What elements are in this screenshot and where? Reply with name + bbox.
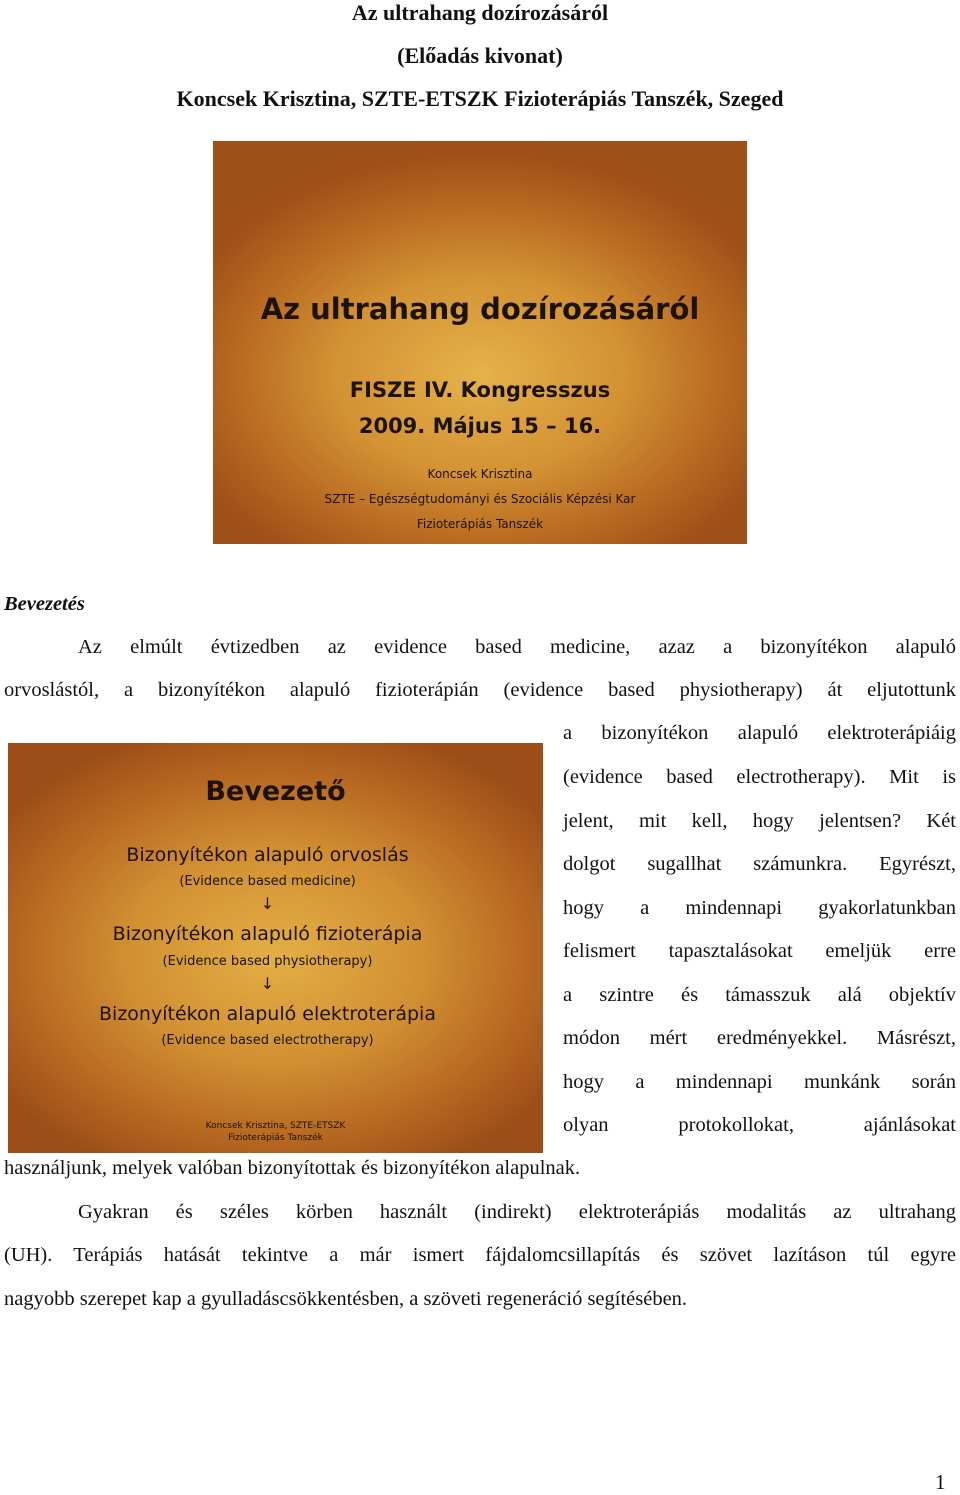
paragraph-line: dolgot sugallhat számunkra. Egyrészt, <box>563 853 956 875</box>
slide2-item-medicine: Bizonyítékon alapuló orvoslás <box>126 844 409 866</box>
slide-date: 2009. Május 15 – 16. <box>358 414 602 438</box>
slide-department: Fizioterápiás Tanszék <box>416 517 544 531</box>
slide2-item-physiotherapy-sub: (Evidence based physiotherapy) <box>162 954 373 969</box>
slide2-item-physiotherapy: Bizonyítékon alapuló fizioterápia <box>112 923 423 945</box>
slide-title: Az ultrahang dozírozásáról <box>260 292 700 326</box>
slide2-item-electrotherapy-sub: (Evidence based electrotherapy) <box>161 1033 374 1048</box>
paragraph-line: orvoslástól, a bizonyítékon alapuló fizioterápián (evidence based physiotherapy) át eljutottunk <box>4 679 956 701</box>
title-slide-image <box>213 141 747 544</box>
slide-author: Koncsek Krisztina <box>427 467 533 481</box>
author-line: Koncsek Krisztina, SZTE-ETSZK Fizioterápiás Tanszék, Szeged <box>176 86 784 111</box>
arrow-down-icon: ↓ <box>260 974 275 993</box>
paragraph-line: felismert tapasztalásokat emeljük erre <box>563 940 956 962</box>
paragraph-line: nagyobb szerepet kap a gyulladáscsökkentésben, a szöveti regeneráció segítésében. <box>4 1288 688 1310</box>
paragraph-line: Gyakran és széles körben használt (indirekt) elektroterápiás modalitás az ultrahang <box>78 1201 956 1223</box>
paragraph-line: olyan protokollokat, ajánlásokat <box>563 1114 956 1136</box>
paragraph-line: (UH). Terápiás hatását tekintve a már ismert fájdalomcsillapítás és szövet lazításon túl egyre <box>4 1244 956 1266</box>
paragraph-line: hogy a mindennapi munkánk során <box>563 1071 956 1093</box>
slide2-credit: Koncsek Krisztina, SZTE-ETSZK <box>205 1121 346 1131</box>
document-title: Az ultrahang dozírozásáról <box>351 0 609 25</box>
arrow-down-icon: ↓ <box>260 894 275 913</box>
paragraph-line: Az elmúlt évtizedben az evidence based medicine, azaz a bizonyítékon alapuló <box>78 636 956 658</box>
paragraph-line: a bizonyítékon alapuló elektroterápiáig <box>563 722 956 744</box>
slide2-item-medicine-sub: (Evidence based medicine) <box>179 874 356 889</box>
paragraph-line: jelent, mit kell, hogy jelentsen? Két <box>563 810 956 832</box>
paragraph-line: hogy a mindennapi gyakorlatunkban <box>563 897 956 919</box>
slide-congress: FISZE IV. Kongresszus <box>349 378 611 402</box>
document-subtitle: (Előadás kivonat) <box>397 43 563 68</box>
page-number: 1 <box>935 1470 946 1494</box>
slide2-credit: Fizioterápiás Tanszék <box>228 1133 323 1143</box>
introduction-slide-image <box>8 743 543 1153</box>
slide2-item-electrotherapy: Bizonyítékon alapuló elektroterápia <box>99 1003 436 1025</box>
slide-institution: SZTE – Egészségtudományi és Szociális Képzési Kar <box>324 492 636 506</box>
paragraph-line: (evidence based electrotherapy). Mit is <box>563 766 956 788</box>
slide2-title: Bevezető <box>205 776 346 807</box>
paragraph-line: a szintre és támasszuk alá objektív <box>563 984 956 1006</box>
section-heading: Bevezetés <box>4 593 85 615</box>
paragraph-line: módon mért eredményekkel. Másrészt, <box>563 1027 956 1049</box>
paragraph-line: használjunk, melyek valóban bizonyítottak és bizonyítékon alapulnak. <box>4 1157 581 1179</box>
